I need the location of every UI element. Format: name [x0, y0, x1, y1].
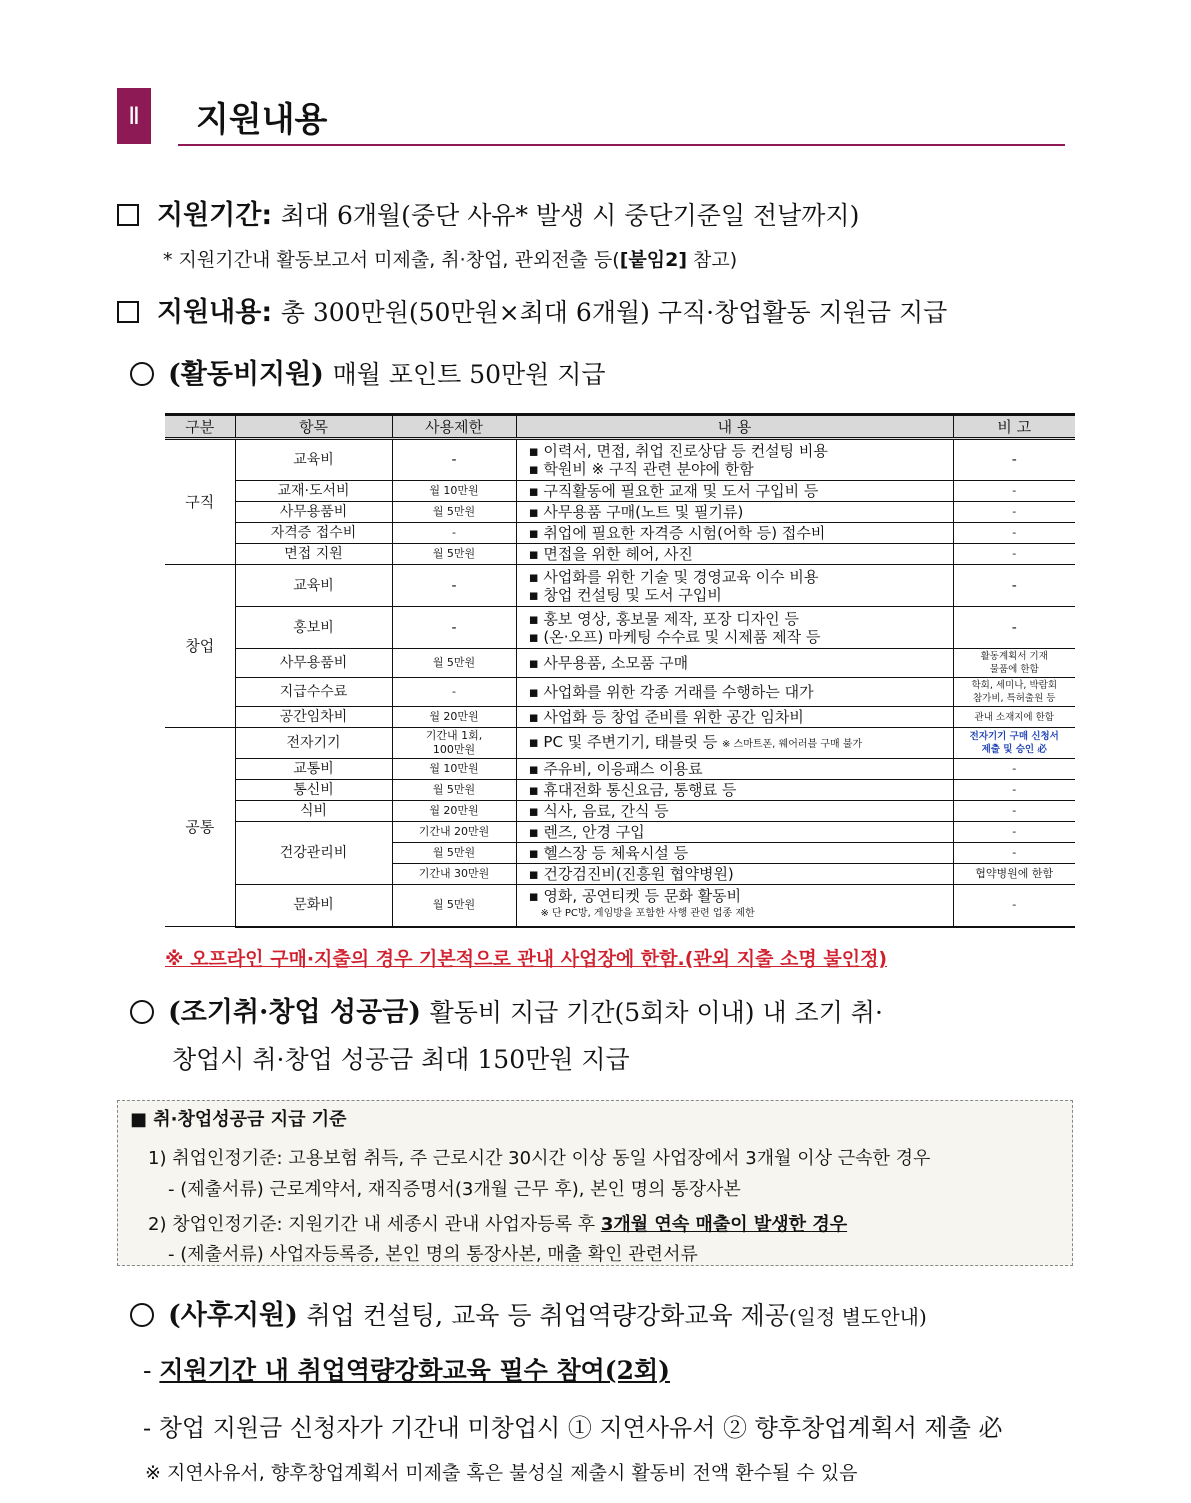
after-support-suffix: (일정 별도안내) [788, 1305, 927, 1329]
criteria-item-2 [148, 1210, 847, 1236]
row-content: ▪ 면접을 위한 헤어, 사진 [516, 544, 953, 565]
row-note: - [953, 607, 1075, 649]
support-content-text: 총 300만원(50만원×최대 6개월) 구직·창업활동 지원금 지급 [280, 298, 948, 327]
criteria-title: ■ 취·창업성공금 지급 기준 [130, 1109, 347, 1130]
content-line: ▪ (온·오프) 마케팅 수수료 및 시제품 제작 등 [528, 627, 821, 646]
row-limit [392, 728, 516, 759]
criteria-item-2-sub: - (제출서류) 사업자등록증, 본인 명의 통장사본, 매출 확인 관련서류 [168, 1244, 698, 1265]
row-limit: - [392, 565, 516, 607]
col-header-content: 내 용 [516, 415, 953, 439]
row-limit: 월 20만원 [392, 801, 516, 822]
row-limit: - [392, 607, 516, 649]
row-content: ▪ 휴대전화 통신요금, 통행료 등 [516, 780, 953, 801]
row-content [516, 885, 953, 927]
success-criteria-box [117, 1100, 1073, 1266]
table-row [165, 544, 1075, 565]
row-limit: 월 5만원 [392, 502, 516, 523]
section-number-badge: Ⅱ [117, 88, 151, 144]
table-row [165, 565, 1075, 607]
row-item: 전자기기 [235, 728, 392, 759]
row-content [516, 728, 953, 759]
row-note: - [953, 801, 1075, 822]
circle-bullet-icon [130, 1000, 154, 1024]
row-item: 교육비 [235, 565, 392, 607]
content-line: ▪ 창업 컨설팅 및 도서 구입비 [528, 585, 722, 604]
content-line: ▪ 홍보 영상, 홍보물 제작, 포장 디자인 등 [528, 609, 799, 628]
row-item: 공간임차비 [235, 707, 392, 728]
row-content: ▪ 건강검진비(진흥원 협약병원) [516, 864, 953, 885]
row-content [516, 439, 953, 481]
row-content: ▪ 사업화 등 창업 준비를 위한 공간 임차비 [516, 707, 953, 728]
content-line: ▪ 이력서, 면접, 취업 진로상담 등 컨설팅 비용 [528, 442, 828, 460]
table-row [165, 801, 1075, 822]
col-header-limit: 사용제한 [392, 415, 516, 439]
row-content: ▪ 렌즈, 안경 구입 [516, 822, 953, 843]
success-bonus-text-2: 창업시 취·창업 성공금 최대 150만원 지급 [172, 1045, 630, 1074]
row-limit: - [392, 523, 516, 544]
row-note: - [953, 885, 1075, 927]
table-row [165, 728, 1075, 759]
row-item: 지급수수료 [235, 678, 392, 707]
col-header-item: 항목 [235, 415, 392, 439]
row-limit: 기간내 20만원 [392, 822, 516, 843]
row-note: - [953, 780, 1075, 801]
row-limit: 월 5만원 [392, 885, 516, 927]
col-header-category: 구분 [165, 415, 235, 439]
note-line: 학회, 세미나, 박람회 [971, 680, 1057, 691]
table-row [165, 759, 1075, 780]
support-period-label: 지원기간: [157, 200, 273, 231]
period-note-suffix: 참고) [687, 249, 738, 271]
row-note: - [953, 439, 1075, 481]
note-line: 제출 및 승인 必 [981, 744, 1047, 755]
success-bonus-line [130, 990, 883, 1029]
content-line: ▪ 사업화를 위한 기술 및 경영교육 이수 비용 [528, 567, 819, 586]
limit-line: 기간내 1회, [425, 729, 483, 742]
row-limit: 월 5만원 [392, 780, 516, 801]
row-content: ▪ 구직활동에 필요한 교재 및 도서 구입비 등 [516, 481, 953, 502]
circle-bullet-icon [130, 362, 154, 386]
row-limit: - [392, 678, 516, 707]
activity-support-line [130, 352, 606, 391]
support-content-line [117, 290, 947, 329]
criteria-item-1-sub: - (제출서류) 근로계약서, 재직증명서(3개월 근무 후), 본인 명의 통장사본 [168, 1179, 741, 1200]
table-header-row [165, 415, 1075, 439]
square-bullet-icon [117, 301, 139, 323]
after-support-text: 취업 컨설팅, 교육 등 취업역량강화교육 제공 [306, 1301, 789, 1330]
group-common: 공통 [165, 728, 235, 927]
row-content: ▪ 주유비, 이응패스 이용료 [516, 759, 953, 780]
after-bullet-1 [143, 1351, 670, 1387]
after-bullet-2-text: 창업 지원금 신청자가 기간내 미창업시 ① 지연사유서 ② 향후창업계획서 제출 必 [158, 1414, 1003, 1442]
row-item: 문화비 [235, 885, 392, 927]
row-note: 관내 소재지에 한함 [953, 707, 1075, 728]
dash-bullet: - [143, 1356, 160, 1385]
after-support-line [130, 1293, 927, 1332]
col-header-note: 비 고 [953, 415, 1075, 439]
row-note: - [953, 822, 1075, 843]
row-note: 협약병원에 한함 [953, 864, 1075, 885]
row-content: ▪ 취업에 필요한 자격증 시험(어학 등) 접수비 [516, 523, 953, 544]
note-line: 참가비, 특허출원 등 [973, 693, 1056, 704]
table-row [165, 439, 1075, 481]
row-content: ▪ 사무용품 구매(노트 및 필기류) [516, 502, 953, 523]
row-item: 자격증 접수비 [235, 523, 392, 544]
table-row [165, 707, 1075, 728]
group-job: 구직 [165, 439, 235, 565]
row-note: - [953, 565, 1075, 607]
table-row [165, 649, 1075, 678]
group-startup: 창업 [165, 565, 235, 728]
row-limit: 월 10만원 [392, 759, 516, 780]
content-small-note: ※ 단 PC방, 게임방을 포함한 사행 관련 업종 제한 [540, 908, 755, 920]
square-bullet-icon [117, 204, 139, 226]
row-note [953, 728, 1075, 759]
row-item: 통신비 [235, 780, 392, 801]
row-limit: 월 5만원 [392, 649, 516, 678]
section-title: 지원내용 [196, 100, 328, 140]
row-note: - [953, 502, 1075, 523]
support-period-text: 최대 6개월(중단 사유* 발생 시 중단기준일 전날까지) [280, 201, 860, 230]
criteria-item-2-emphasis: 3개월 연속 매출이 발생한 경우 [600, 1214, 848, 1235]
content-line: ▪ PC 및 주변기기, 태블릿 등 [528, 732, 722, 751]
row-content: ▪ 헬스장 등 체육시설 등 [516, 843, 953, 864]
row-note: - [953, 759, 1075, 780]
after-support-label: (사후지원) [168, 1300, 298, 1331]
table-row [165, 678, 1075, 707]
table-row [165, 822, 1075, 843]
row-item: 식비 [235, 801, 392, 822]
success-bonus-text-1: 활동비 지급 기간(5회차 이내) 내 조기 취· [429, 998, 883, 1027]
row-note: - [953, 523, 1075, 544]
row-limit: 월 5만원 [392, 544, 516, 565]
support-period-note [163, 245, 737, 272]
row-limit: 기간내 30만원 [392, 864, 516, 885]
criteria-item-2-text: 2) 창업인정기준: 지원기간 내 세종시 관내 사업자등록 후 [148, 1214, 601, 1235]
row-content [516, 607, 953, 649]
circle-bullet-icon [130, 1303, 154, 1327]
section-divider [178, 144, 1065, 146]
row-note: - [953, 481, 1075, 502]
row-content: ▪ 사무용품, 소모품 구매 [516, 649, 953, 678]
criteria-item-1: 1) 취업인정기준: 고용보험 취득, 주 근로시간 30시간 이상 동일 사업장에서 3개월 이상 근속한 경우 [148, 1148, 931, 1169]
row-note [953, 678, 1075, 707]
table-row [165, 523, 1075, 544]
table-row [165, 502, 1075, 523]
row-limit: 월 5만원 [392, 843, 516, 864]
period-note-attachment: [붙임2] [619, 249, 688, 271]
offline-purchase-warning: ※ 오프라인 구매·지출의 경우 기본적으로 관내 사업장에 한함.(관외 지출 소명 불인정) [165, 948, 888, 970]
row-content: ▪ 식사, 음료, 간식 등 [516, 801, 953, 822]
activity-support-text: 매월 포인트 50만원 지급 [332, 360, 606, 389]
table-row [165, 885, 1075, 927]
row-note [953, 649, 1075, 678]
note-line: 물품에 한함 [989, 664, 1039, 675]
row-limit: - [392, 439, 516, 481]
table-row [165, 607, 1075, 649]
table-row [165, 780, 1075, 801]
row-item: 사무용품비 [235, 649, 392, 678]
support-content-label: 지원내용: [157, 297, 273, 328]
activity-expense-table [165, 413, 1075, 928]
activity-support-label: (활동비지원) [168, 359, 324, 390]
limit-line: 100만원 [432, 743, 476, 756]
content-line: ▪ 영화, 공연티켓 등 문화 활동비 [528, 887, 742, 906]
content-small-note: ※ 스마트폰, 웨어러블 구매 불가 [721, 738, 863, 750]
row-limit: 월 10만원 [392, 481, 516, 502]
row-item: 건강관리비 [235, 822, 392, 885]
row-item: 홍보비 [235, 607, 392, 649]
row-note: - [953, 843, 1075, 864]
table-row [165, 481, 1075, 502]
row-item: 교재·도서비 [235, 481, 392, 502]
row-limit: 월 20만원 [392, 707, 516, 728]
note-line: 활동계획서 기재 [980, 651, 1048, 662]
row-note: - [953, 544, 1075, 565]
note-line: 전자기기 구매 신청서 [969, 731, 1059, 742]
success-bonus-label: (조기취·창업 성공금) [168, 997, 422, 1028]
row-item: 교육비 [235, 439, 392, 481]
dash-bullet: - [143, 1414, 159, 1442]
row-item: 교통비 [235, 759, 392, 780]
after-bullet-2 [143, 1408, 1003, 1443]
row-content: ▪ 사업화를 위한 각종 거래를 수행하는 대가 [516, 678, 953, 707]
after-bullet-1-text: 지원기간 내 취업역량강화교육 필수 참여(2회) [159, 1356, 670, 1385]
row-item: 사무용품비 [235, 502, 392, 523]
support-period-line [117, 193, 859, 232]
period-note-prefix: * 지원기간내 활동보고서 미제출, 취·창업, 관외전출 등( [163, 249, 620, 271]
after-footnote: ※ 지연사유서, 향후창업계획서 미제출 혹은 불성실 제출시 활동비 전액 환수될 수 있음 [145, 1462, 858, 1484]
content-line: ▪ 학원비 ※ 구직 관련 분야에 한함 [528, 460, 754, 478]
row-item: 면접 지원 [235, 544, 392, 565]
row-content [516, 565, 953, 607]
